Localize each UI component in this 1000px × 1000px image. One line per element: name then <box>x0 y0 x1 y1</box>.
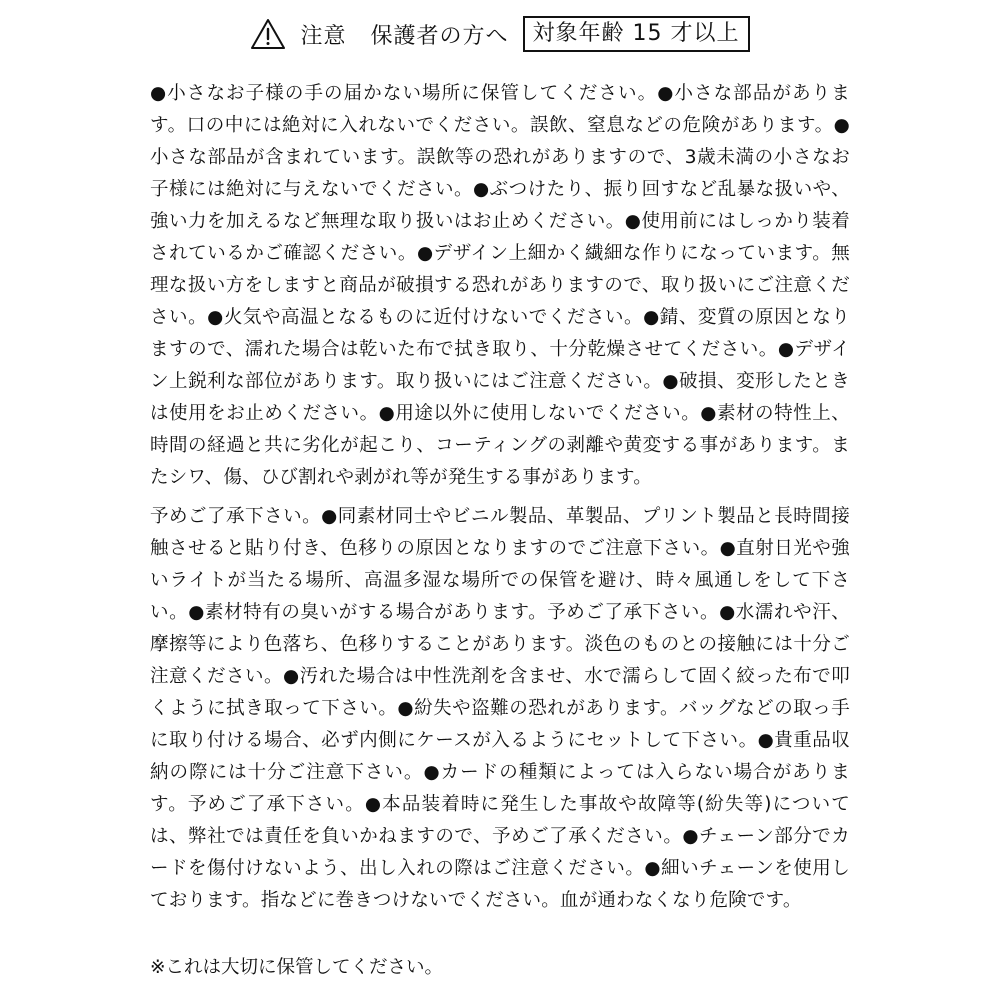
caution-header <box>0 12 1000 56</box>
warning-paragraph-1: ●小さなお子様の手の届かない場所に保管してください。●小さな部品があります。口の中には絶対に入れないでください。誤飲、窒息などの危険があります。●小さな部品が含まれています。誤飲等の恐れがありますので、3歳未満の小さなお子様には絶対に与えないでください。●ぶつけたり、振り回すなど乱暴な扱いや、強い力を加えるなど無理な取り扱いはお止めください。●使用前にはしっかり装着されているかご確認ください。●デザイン上細かく繊細な作りになっています。無理な扱い方をしますと商品が破損する恐れがありますので、取り扱いにご注意ください。●火気や高温となるものに近付けないでください。●錆、変質の原因となりますので、濡れた場合は乾いた布で拭き取り、十分乾燥させてください。●デザイン上鋭利な部位があります。取り扱いにはご注意ください。●破損、変形したときは使用をお止めください。●用途以外に使用しないでください。●素材の特性上、時間の経過と共に劣化が起こり、コーティングの剥離や黄変する事があります。またシワ、傷、ひび割れや剥がれ等が発生する事があります。 <box>150 83 850 488</box>
warning-triangle-icon <box>250 18 286 50</box>
age-rating-box: 対象年齢 15 才以上 <box>523 16 750 52</box>
guardians-heading: 保護者の方へ <box>370 23 509 49</box>
caution-heading: 注意 <box>300 23 347 49</box>
storage-note: ※これは大切に保管してください。 <box>150 957 444 978</box>
warning-paragraph-2: 予めご了承下さい。●同素材同士やビニル製品、革製品、プリント製品と長時間接触させると貼り付き、色移りの原因となりますのでご注意下さい。●直射日光や強いライトが当たる場所、高温多湿な場所での保管を避け、時々風通しをして下さい。●素材特有の臭いがする場合があります。予めご了承下さい。●水濡れや汗、摩擦等により色落ち、色移りすることがあります。淡色のものとの接触には十分ご注意ください。●汚れた場合は中性洗剤を含ませ、水で濡らして固く絞った布で叩くように拭き取って下さい。●紛失や盗難の恐れがあります。バッグなどの取っ手に取り付ける場合、必ず内側にケースが入るようにセットして下さい。●貴重品収納の際には十分ご注意下さい。●カードの種類によっては入らない場合があります。予めご了承下さい。●本品装着時に発生した事故や故障等(紛失等)については、弊社では責任を負いかねますので、予めご了承ください。●チェーン部分でカードを傷付けないよう、出し入れの際はご注意ください。●細いチェーンを使用しております。指などに巻きつけないでください。血が通わなくなり危険です。 <box>150 506 850 911</box>
